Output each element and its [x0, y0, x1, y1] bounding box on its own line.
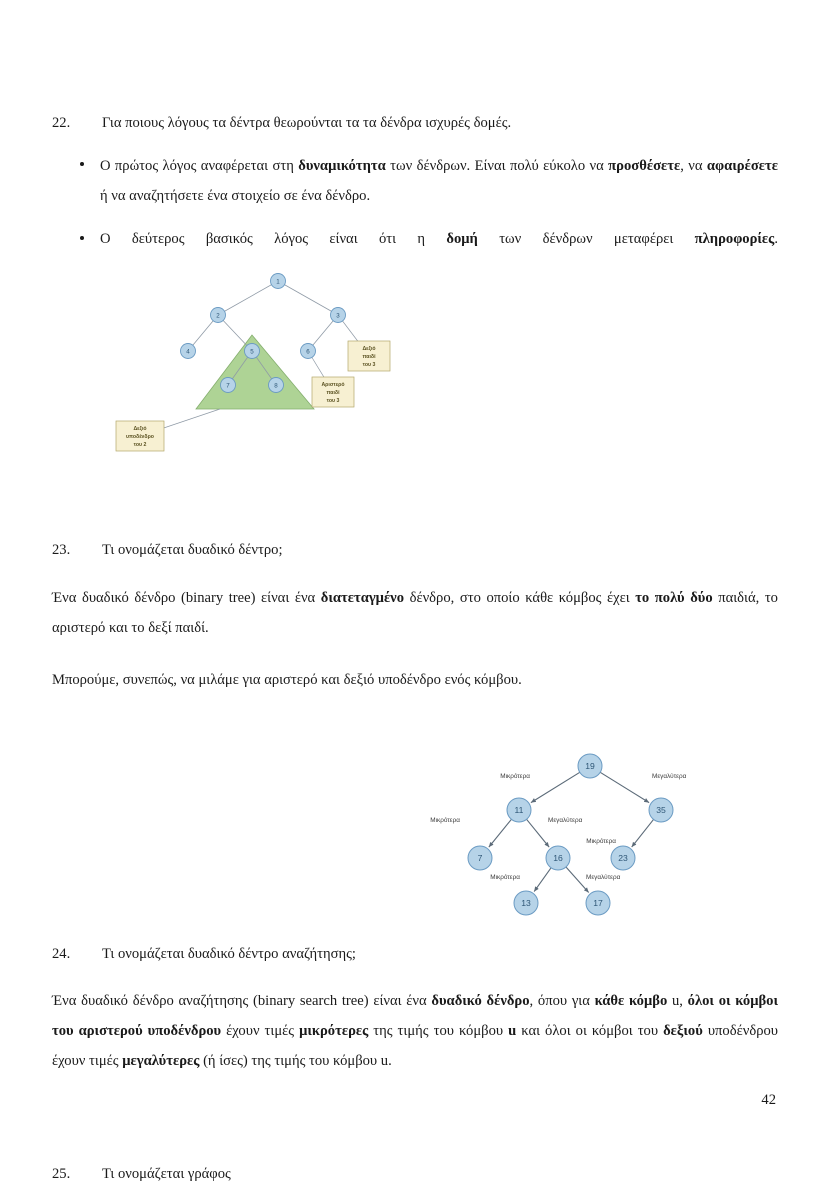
text-run: Ένα δυαδικό δένδρο αναζήτησης (binary search tree) είναι ένα	[52, 993, 432, 1010]
bst-edge	[600, 772, 649, 802]
tree-node	[245, 344, 260, 359]
text-run: Μπορούμε, συνεπώς, να μιλάμε για αριστερό και δεξιό υποδένδρο ενός κόμβου.	[52, 671, 522, 688]
bst-edge	[534, 867, 551, 891]
tree-edge	[218, 278, 280, 315]
bst-node	[468, 846, 492, 870]
bold-run: αφαιρέσετε	[706, 157, 778, 174]
bold-run: το πολύ δύο	[635, 589, 713, 606]
bold-run: κάθε κόμβο	[594, 993, 668, 1010]
callout-label: παιδί	[326, 390, 340, 397]
bold-run: δομή	[446, 231, 478, 248]
bst-edge-label: Μεγαλύτερα	[586, 873, 621, 881]
paragraph-23-b	[52, 666, 778, 696]
question-25-number: 25.	[52, 1165, 71, 1182]
question-25	[52, 1163, 778, 1186]
callout-label: υποδένδρο	[126, 434, 154, 441]
tree-edge	[276, 278, 338, 315]
text-run: παιδιά, το αριστερό και το δεξί παιδί.	[52, 589, 778, 636]
bst-edge-label: Μικρότερα	[490, 873, 520, 881]
tree-node-label: 2	[216, 312, 220, 320]
question-22-title: Για ποιους λόγους τα δέντρα θεωρούνται τα τα δένδρα ισχυρές δομές.	[102, 115, 512, 131]
text-run: των δένδρων μεταφέρει	[477, 231, 695, 248]
bold-run: όλοι οι κόμβοι του αριστερού υποδένδρου	[52, 993, 779, 1040]
callout-label: του 2	[133, 442, 147, 449]
binary-search-tree-svg	[390, 748, 720, 933]
text-run: υποδένδρου έχουν τιμές	[52, 1023, 778, 1070]
bst-edge	[527, 819, 550, 847]
question-25-title: Τι ονομάζεται γράφος	[102, 1165, 231, 1182]
bold-run: μικρότερες	[299, 1023, 369, 1040]
bst-node	[514, 891, 538, 915]
tree-node-label: 4	[186, 348, 190, 356]
callout-label: Δεξιό	[133, 426, 147, 433]
paragraph-24-a	[52, 987, 778, 1077]
text-run: Ένα δυαδικό δένδρο (binary tree) είναι ένα	[52, 589, 321, 606]
tree-node	[181, 344, 196, 359]
text-run: των δένδρων. Είναι πολύ εύκολο να	[385, 157, 609, 174]
text-run: έχουν τιμές	[221, 1023, 300, 1040]
tree-node	[301, 344, 316, 359]
bst-edge	[632, 819, 654, 847]
bold-run: u	[508, 1023, 517, 1040]
tree-node	[221, 378, 236, 393]
text-run: , όπου για	[529, 993, 595, 1010]
tree-node	[269, 378, 284, 393]
bst-node-label: 7	[477, 852, 483, 863]
bold-run: προσθέσετε	[608, 157, 681, 174]
bold-run: διατεταγμένο	[320, 589, 404, 606]
tree-node	[211, 308, 226, 323]
page-content	[52, 112, 778, 1186]
tree-node-label: 8	[274, 382, 278, 390]
question-24	[52, 943, 778, 966]
bullet-text	[100, 225, 778, 255]
bst-node-label: 23	[618, 852, 628, 863]
bullet-text	[100, 158, 778, 204]
callout-label: του 3	[326, 398, 340, 405]
bst-edge-label: Μεγαλύτερα	[652, 772, 687, 780]
bst-node	[578, 754, 602, 778]
general-tree-diagram	[100, 269, 778, 461]
tree-node-label: 7	[226, 382, 230, 390]
question-22	[52, 112, 778, 135]
tree-node-label: 6	[306, 348, 310, 356]
question-24-number: 24.	[52, 945, 71, 962]
tree-node-label: 1	[276, 278, 280, 286]
paragraph-23-a	[52, 584, 778, 644]
bullet-dot-icon	[80, 162, 84, 166]
bst-node-label: 17	[593, 897, 603, 908]
bullet-dot-icon	[80, 236, 84, 240]
text-run: Ο πρώτος λόγος αναφέρεται στη	[100, 157, 299, 174]
bst-node-label: 13	[521, 897, 531, 908]
text-run: Ο δεύτερος βασικός λόγος είναι ότι η	[100, 231, 447, 248]
bold-run: δυαδικό δένδρο	[431, 993, 530, 1010]
general-tree-svg	[100, 269, 410, 461]
bst-node	[546, 846, 570, 870]
bst-node-label: 11	[514, 804, 524, 815]
bst-edge-label: Μικρότερα	[430, 816, 460, 824]
text-run: (ή ίσες) της τιμής του κόμβου u.	[199, 1053, 392, 1070]
question-23	[52, 539, 778, 562]
callout-label: Αριστερό	[321, 382, 345, 389]
list-item	[52, 225, 778, 255]
callout-label: του 3	[362, 362, 376, 369]
tree-node	[331, 308, 346, 323]
question-23-title: Τι ονομάζεται δυαδικό δέντρο;	[102, 542, 283, 559]
callout-label: παιδί	[362, 354, 376, 361]
bst-edge-label: Μεγαλύτερα	[548, 816, 583, 824]
bst-node-label: 16	[553, 852, 563, 863]
bst-node-label: 19	[585, 760, 595, 771]
bst-edge	[531, 772, 580, 802]
bst-node	[507, 798, 531, 822]
text-run: της τιμής του κόμβου	[368, 1023, 509, 1040]
bst-edge	[489, 819, 512, 847]
text-run: δένδρο, στο οποίο κάθε κόμβος έχει	[404, 589, 636, 606]
tree-node-label: 5	[250, 348, 254, 356]
text-run: ή να αναζητήσετε ένα στοιχείο σε ένα δένδρο.	[100, 187, 371, 204]
question-22-number: 22.	[52, 115, 71, 131]
bst-edge-label: Μικρότερα	[586, 837, 616, 845]
tree-node-label: 3	[336, 312, 340, 320]
tree-node	[271, 274, 286, 289]
bold-run: δυναμικότητα	[298, 157, 386, 174]
bold-run: δεξιού	[663, 1023, 703, 1040]
text-run: , να	[680, 157, 707, 174]
question-22-bullet-list	[52, 152, 778, 256]
binary-search-tree-diagram	[390, 748, 778, 933]
text-run: και όλοι οι κόμβοι του	[516, 1023, 664, 1040]
question-24-title: Τι ονομάζεται δυαδικό δέντρο αναζήτησης;	[102, 945, 356, 962]
page-number: 42	[761, 1092, 776, 1108]
bst-edge-label: Μικρότερα	[500, 772, 530, 780]
bst-node-label: 35	[656, 804, 666, 815]
question-23-number: 23.	[52, 542, 71, 559]
bst-node	[611, 846, 635, 870]
bst-node	[586, 891, 610, 915]
text-run: .	[774, 231, 778, 248]
bst-node	[649, 798, 673, 822]
bold-run: μεγαλύτερες	[122, 1053, 200, 1070]
bold-run: πληροφορίες	[694, 231, 775, 248]
list-item	[52, 152, 778, 212]
callout-label: Δεξιό	[362, 346, 376, 353]
text-run: u,	[667, 993, 688, 1010]
